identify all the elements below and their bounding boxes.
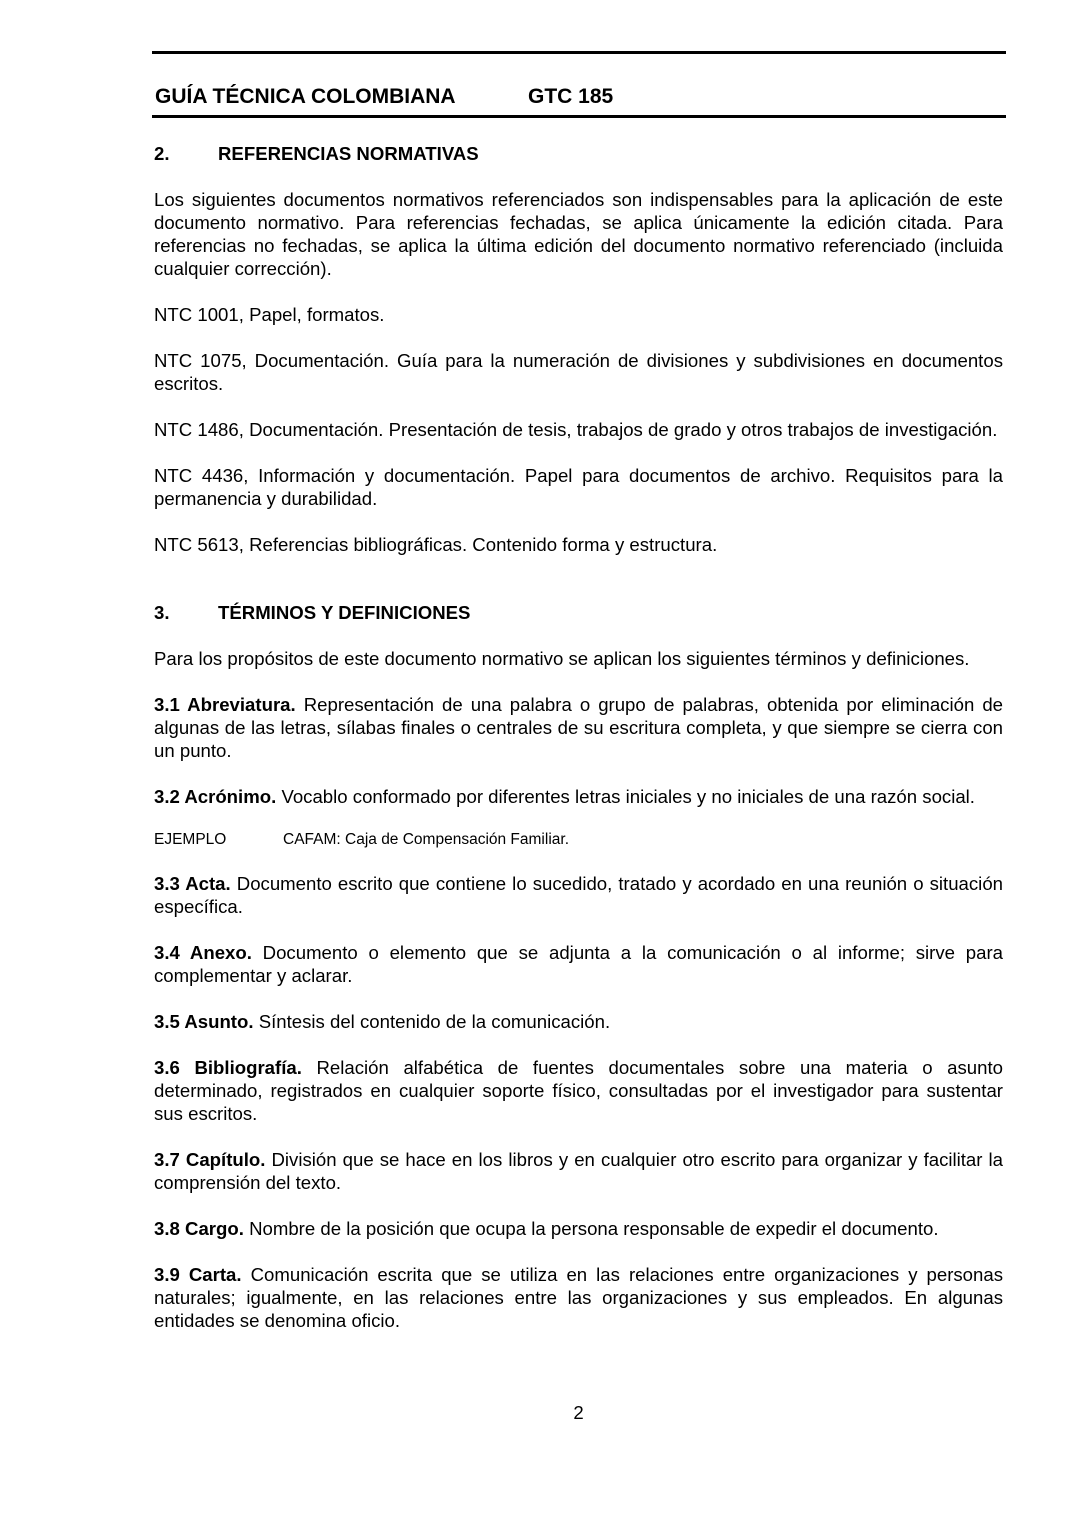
section-heading-references: [154, 142, 1003, 165]
header-top-rule: [152, 51, 1006, 54]
term-definition: Vocablo conformado por diferentes letras iniciales y no iniciales de una razón social.: [276, 786, 975, 807]
term-label: 3.7 Capítulo.: [154, 1149, 266, 1170]
section-number: 2.: [154, 143, 170, 164]
example-label: EJEMPLO: [154, 831, 227, 848]
term-definition: Relación alfabética de fuentes documentales sobre una materia o asunto determinado, registrados en cualquier soporte físico, consultadas por el investigador para sustentar sus escritos.: [154, 1057, 1003, 1124]
term-label: 3.9 Carta.: [154, 1264, 242, 1285]
definition-item: [154, 1263, 1003, 1332]
reference-item: NTC 1001, Papel, formatos.: [154, 304, 385, 325]
references-intro: Los siguientes documentos normativos referenciados son indispensables para la aplicación de este documento normativo. Para referencias fechadas, se aplica únicamente la edición citada. Para referencias no fechadas, se aplica la última edición del documento normativo referenciado (incluida cualquier corrección).: [154, 189, 1003, 279]
terms-intro: Para los propósitos de este documento normativo se aplican los siguientes términos y definiciones.: [154, 648, 970, 669]
document-code: GTC 185: [528, 85, 614, 108]
reference-item: NTC 5613, Referencias bibliográficas. Contenido forma y estructura.: [154, 534, 718, 555]
page-number: 2: [573, 1402, 584, 1423]
definition-item: [154, 941, 1003, 987]
example-text: CAFAM: Caja de Compensación Familiar.: [283, 831, 570, 848]
reference-item: NTC 1486, Documentación. Presentación de tesis, trabajos de grado y otros trabajos de investigación.: [154, 419, 998, 440]
reference-item: NTC 4436, Información y documentación. Papel para documentos de archivo. Requisitos para la permanencia y durabilidad.: [154, 465, 1003, 509]
definition-item: [154, 693, 1003, 762]
term-label: 3.6 Bibliografía.: [154, 1057, 302, 1078]
section-heading-terms: [154, 601, 1003, 624]
term-label: 3.3 Acta.: [154, 873, 231, 894]
term-definition: Nombre de la posición que ocupa la persona responsable de expedir el documento.: [243, 1218, 939, 1239]
definition-item: [154, 1010, 1003, 1033]
term-definition: Síntesis del contenido de la comunicación.: [253, 1011, 611, 1032]
header-bottom-rule: [152, 115, 1006, 118]
term-definition: Documento o elemento que se adjunta a la comunicación o al informe; sirve para complementar y aclarar.: [154, 942, 1003, 986]
term-label: 3.5 Asunto.: [154, 1011, 254, 1032]
term-definition: División que se hace en los libros y en cualquier otro escrito para organizar y facilitar la comprensión del texto.: [154, 1149, 1003, 1193]
term-label: 3.1 Abreviatura.: [154, 694, 296, 715]
definition-item: [154, 785, 1003, 808]
term-definition: Comunicación escrita que se utiliza en las relaciones entre organizaciones y personas naturales; igualmente, en las relaciones entre las organizaciones y sus empleados. En algunas entidades se denomina oficio.: [154, 1264, 1004, 1331]
example-note: [154, 830, 1003, 850]
term-label: 3.8 Cargo.: [154, 1218, 244, 1239]
document-series-title: GUÍA TÉCNICA COLOMBIANA: [155, 85, 456, 108]
term-label: 3.2 Acrónimo.: [154, 786, 277, 807]
definition-item: [154, 1148, 1003, 1194]
document-body: [154, 142, 1003, 1332]
definition-item: [154, 872, 1003, 918]
term-definition: Documento escrito que contiene lo sucedido, tratado y acordado en una reunión o situación específica.: [154, 873, 1003, 917]
term-definition: Representación de una palabra o grupo de palabras, obtenida por eliminación de algunas de las letras, sílabas finales o centrales de su escritura completa, y que siempre se cierra con un punto.: [154, 694, 1004, 761]
reference-item: NTC 1075, Documentación. Guía para la numeración de divisiones y subdivisiones en documentos escritos.: [154, 350, 1003, 394]
definition-item: [154, 1056, 1003, 1125]
section-number: 3.: [154, 602, 170, 623]
section-title: TÉRMINOS Y DEFINICIONES: [218, 602, 471, 623]
term-label: 3.4 Anexo.: [154, 942, 252, 963]
section-title: REFERENCIAS NORMATIVAS: [218, 143, 479, 164]
definition-item: [154, 1217, 1003, 1240]
